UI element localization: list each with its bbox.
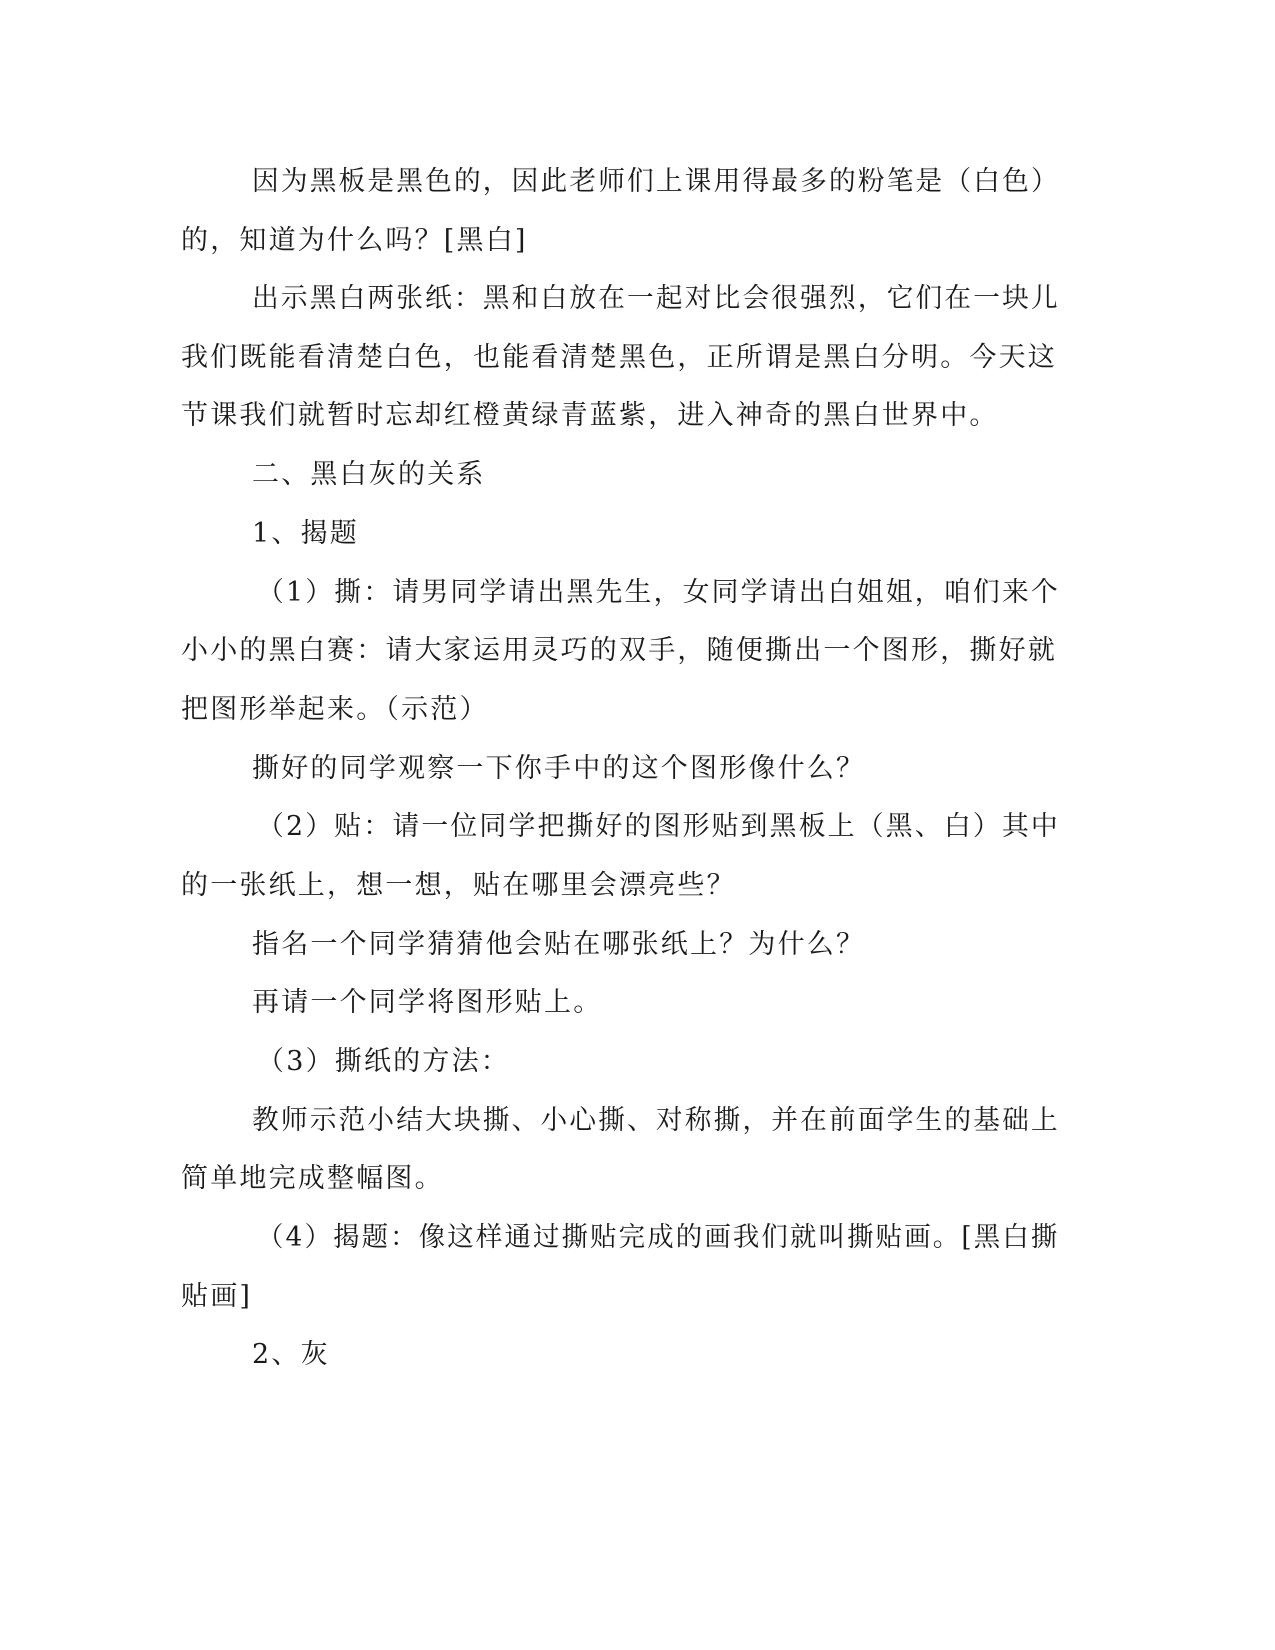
paragraph-line: 我们既能看清楚白色，也能看清楚黑色，正所谓是黑白分明。今天这 xyxy=(181,342,1057,373)
paragraph-line: 教师示范小结大块撕、小心撕、对称撕，并在前面学生的基础上 xyxy=(252,1105,1060,1136)
paragraph-line: （2）贴：请一位同学把撕好的图形贴到黑板上（黑、白）其中 xyxy=(257,811,1060,842)
paragraph-line: （3）撕纸的方法： xyxy=(257,1046,510,1077)
paragraph-line: （4）揭题：像这样通过撕贴完成的画我们就叫撕贴画。[黑白撕 xyxy=(257,1222,1060,1253)
paragraph-line: 指名一个同学猜猜他会贴在哪张纸上？为什么？ xyxy=(252,929,866,960)
paragraph-line: 撕好的同学观察一下你手中的这个图形像什么？ xyxy=(252,753,866,784)
paragraph-line: 再请一个同学将图形贴上。 xyxy=(252,987,603,1018)
subsection-heading: 2、灰 xyxy=(252,1339,330,1370)
paragraph-line: 因为黑板是黑色的，因此老师们上课用得最多的粉笔是（白色） xyxy=(252,166,1060,197)
paragraph-line: （1）撕：请男同学请出黑先生，女同学请出白姐姐，咱们来个 xyxy=(257,577,1060,608)
paragraph-line: 出示黑白两张纸：黑和白放在一起对比会很强烈，它们在一块儿 xyxy=(252,283,1060,314)
paragraph-line: 贴画] xyxy=(181,1281,253,1312)
paragraph-line: 的，知道为什么吗？[黑白] xyxy=(181,225,528,256)
section-heading: 二、黑白灰的关系 xyxy=(252,459,486,490)
paragraph-line: 小小的黑白赛：请大家运用灵巧的双手，随便撕出一个图形，撕好就 xyxy=(181,635,1057,666)
paragraph-line: 把图形举起来。（示范） xyxy=(181,694,489,725)
paragraph-line: 简单地完成整幅图。 xyxy=(181,1163,444,1194)
paragraph-line: 的一张纸上，想一想，贴在哪里会漂亮些？ xyxy=(181,870,736,901)
paragraph-line: 节课我们就暂时忘却红橙黄绿青蓝紫，进入神奇的黑白世界中。 xyxy=(181,400,999,431)
subsection-heading: 1、揭题 xyxy=(252,518,359,549)
